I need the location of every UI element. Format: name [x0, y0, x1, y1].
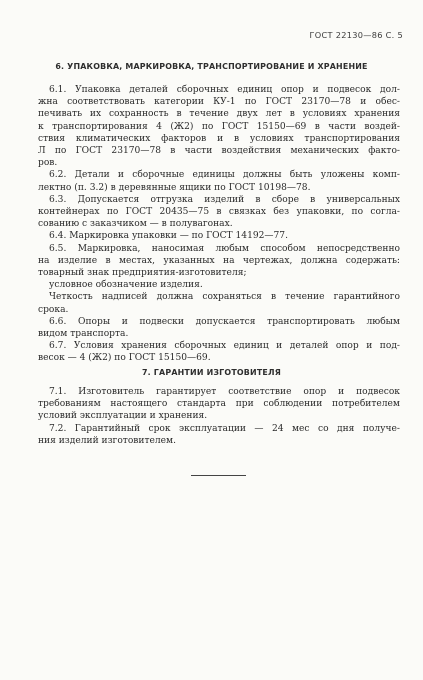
page-header: ГОСТ 22130—86 С. 5	[309, 30, 403, 40]
text-line: срока.	[38, 304, 69, 315]
text-line: ния изделий изготовителем.	[38, 435, 177, 446]
text-line: на изделие в местах, указанных на чертежах, должна содержать:	[38, 255, 400, 266]
text-line: 6.6. Опоры и подвески допускается транспортировать любым	[49, 316, 400, 327]
text-line: 6.3. Допускается отгрузка изделий в сборе в универсальных	[49, 194, 400, 205]
text-line: Четкость надписей должна сохраняться в течение гарантийного	[49, 292, 400, 303]
text-line: товарный знак предприятия-изготовителя;	[38, 268, 247, 279]
text-line: видом транспорта.	[38, 329, 129, 340]
text-line: жна соответствовать категории КУ-1 по ГОСТ 23170—78 и обес-	[38, 97, 400, 108]
section-6-body	[38, 84, 400, 365]
text-line: 6.4. Маркировка упаковки — по ГОСТ 14192—77.	[49, 231, 288, 242]
text-line: 6.7. Условия хранения сборочных единиц и деталей опор и под-	[49, 341, 400, 352]
text-line: ствия климатических факторов и в условиях транспортирования	[38, 133, 400, 144]
text-line: печивать их сохранность в течение двух лет в условиях хранения	[38, 109, 400, 120]
closing-rule	[191, 475, 246, 476]
section-7-title: 7. ГАРАНТИИ ИЗГОТОВИТЕЛЯ	[141, 368, 282, 377]
text-line: контейнерах по ГОСТ 20435—75 в связках без упаковки, по согла-	[38, 207, 400, 218]
text-line: Л по ГОСТ 23170—78 в части воздействия механических факто-	[38, 146, 400, 157]
text-line: лектно (п. 3.2) в деревянные ящики по ГОСТ 10198—78.	[38, 182, 311, 193]
text-line: требованиям настоящего стандарта при соблюдении потребителем	[38, 399, 400, 410]
section-7-body	[38, 386, 400, 447]
text-line: 6.2. Детали и сборочные единицы должны быть уложены комп-	[49, 170, 400, 181]
text-line: ров.	[38, 158, 58, 169]
text-line: к транспортирования 4 (Ж2) по ГОСТ 15150—69 в части воздей-	[38, 121, 400, 132]
section-6-title: 6. УПАКОВКА, МАРКИРОВКА, ТРАНСПОРТИРОВАНИЕ И ХРАНЕНИЕ	[55, 62, 368, 71]
text-line: 7.2. Гарантийный срок эксплуатации — 24 мес со дня получе-	[49, 423, 400, 434]
text-line: 6.5. Маркировка, наносимая любым способом непосредственно	[49, 243, 400, 254]
text-line: весок — 4 (Ж2) по ГОСТ 15150—69.	[38, 353, 211, 364]
text-line: 6.1. Упаковка деталей сборочных единиц опор и подвесок дол-	[49, 85, 400, 95]
text-line: условий эксплуатации и хранения.	[38, 411, 208, 422]
text-line: 7.1. Изготовитель гарантирует соответствие опор и подвесок	[49, 387, 400, 397]
text-line: сованию с заказчиком — в полувагонах.	[38, 219, 233, 230]
text-line: условное обозначение изделия.	[49, 280, 203, 291]
